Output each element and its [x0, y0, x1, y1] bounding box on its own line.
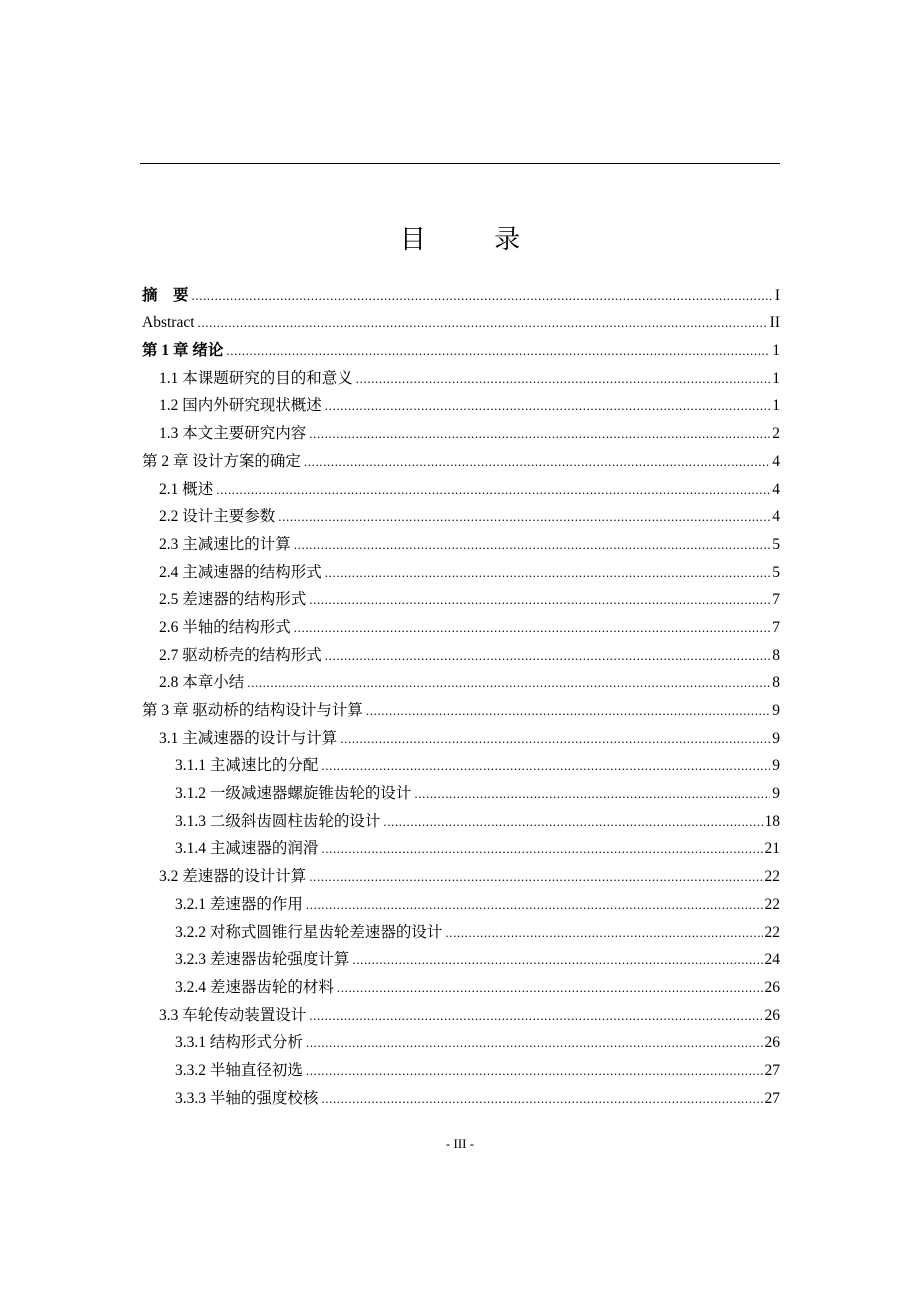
table-of-contents	[142, 279, 780, 1110]
page-number: - III -	[445, 1136, 475, 1151]
toc-entry-label: 第 1 章 绪论	[142, 342, 224, 360]
toc-entry-label: 3.2.3 差速器齿轮强度计算	[175, 951, 350, 969]
dot-leader	[321, 755, 770, 777]
toc-entry[interactable]	[142, 1054, 780, 1082]
header-rule	[140, 163, 780, 164]
toc-entry-page: I	[774, 286, 780, 304]
dot-leader	[306, 1032, 763, 1054]
toc-entry-label: 3.3.2 半轴直径初选	[175, 1061, 303, 1079]
dot-leader	[356, 368, 770, 390]
toc-entry-label: 2.5 差速器的结构形式	[159, 591, 307, 609]
dot-leader	[192, 285, 773, 307]
toc-entry-page: 18	[764, 812, 780, 830]
dot-leader	[325, 645, 770, 667]
toc-entry[interactable]	[142, 860, 780, 888]
toc-entry[interactable]	[142, 445, 780, 473]
dot-leader	[366, 700, 770, 722]
toc-entry-page: 2	[772, 425, 780, 443]
toc-entry[interactable]	[142, 916, 780, 944]
toc-entry-label: 第 2 章 设计方案的确定	[142, 452, 301, 470]
toc-entry-page: 26	[764, 1006, 780, 1024]
toc-entry-page: 5	[772, 535, 780, 553]
toc-entry[interactable]	[142, 999, 780, 1027]
dot-leader	[247, 672, 770, 694]
dot-leader	[325, 395, 770, 417]
toc-entry-label: 3.3 车轮传动装置设计	[159, 1006, 307, 1024]
toc-entry[interactable]	[142, 611, 780, 639]
toc-entry-page: 21	[764, 840, 780, 858]
dot-leader	[294, 617, 770, 639]
toc-entry-label: 3.2.2 对称式圆锥行星齿轮差速器的设计	[175, 923, 443, 941]
toc-entry-label: 1.3 本文主要研究内容	[159, 425, 307, 443]
toc-entry[interactable]	[142, 971, 780, 999]
toc-entry[interactable]	[142, 944, 780, 972]
toc-entry[interactable]	[142, 639, 780, 667]
toc-entry[interactable]	[142, 750, 780, 778]
toc-entry-label: 2.4 主减速器的结构形式	[159, 563, 322, 581]
dot-leader	[198, 312, 768, 334]
toc-entry-page: 4	[772, 508, 780, 526]
toc-entry[interactable]	[142, 334, 780, 362]
toc-entry-page: 5	[772, 563, 780, 581]
toc-entry-page: 1	[772, 397, 780, 415]
toc-entry-page: 9	[772, 702, 780, 719]
dot-leader	[414, 783, 770, 805]
toc-entry-label: 2.3 主减速比的计算	[159, 535, 291, 553]
toc-entry[interactable]	[142, 556, 780, 584]
dot-leader	[309, 423, 770, 445]
toc-entry-label: 1.1 本课题研究的目的和意义	[159, 369, 353, 387]
toc-entry-page: 27	[764, 1089, 780, 1107]
dot-leader	[309, 1005, 762, 1027]
toc-entry-label: 3.2.4 差速器齿轮的材料	[175, 978, 334, 996]
toc-entry-label: 3.1 主减速器的设计与计算	[159, 729, 338, 747]
toc-entry-page: 24	[764, 951, 780, 969]
dot-leader	[340, 728, 770, 750]
dot-leader	[325, 562, 770, 584]
dot-leader	[306, 1060, 763, 1082]
toc-entry-page: 22	[764, 895, 780, 913]
toc-entry[interactable]	[142, 584, 780, 612]
toc-entry-label: 3.1.1 主减速比的分配	[175, 757, 319, 775]
toc-entry[interactable]	[142, 473, 780, 501]
toc-entry-page: II	[769, 314, 780, 332]
toc-entry-page: 4	[772, 452, 780, 470]
dot-leader	[383, 811, 762, 833]
toc-entry[interactable]	[142, 501, 780, 529]
toc-title: 目 录	[399, 225, 551, 255]
toc-entry-label: 2.2 设计主要参数	[159, 508, 276, 526]
toc-entry-label: 第 3 章 驱动桥的结构设计与计算	[142, 702, 363, 719]
toc-entry-page: 9	[772, 729, 780, 747]
dot-leader	[294, 534, 770, 556]
dot-leader	[216, 479, 770, 501]
toc-entry[interactable]	[142, 279, 780, 307]
toc-entry-page: 27	[764, 1061, 780, 1079]
dot-leader	[352, 949, 762, 971]
toc-entry-label: 3.3.1 结构形式分析	[175, 1034, 303, 1052]
toc-entry-page: 1	[772, 369, 780, 387]
toc-entry-page: 26	[764, 978, 780, 996]
toc-entry[interactable]	[142, 307, 780, 335]
toc-entry-label: 3.3.3 半轴的强度校核	[175, 1089, 319, 1107]
toc-entry-label: 2.1 概述	[159, 480, 214, 498]
toc-entry[interactable]	[142, 1082, 780, 1110]
toc-entry-page: 1	[772, 342, 780, 360]
toc-entry-page: 9	[772, 785, 780, 803]
dot-leader	[445, 922, 762, 944]
toc-entry-label: 1.2 国内外研究现状概述	[159, 397, 322, 415]
dot-leader	[278, 506, 770, 528]
toc-entry-label: 3.1.2 一级减速器螺旋锥齿轮的设计	[175, 785, 412, 803]
toc-entry-label: 2.6 半轴的结构形式	[159, 618, 291, 636]
toc-entry[interactable]	[142, 417, 780, 445]
toc-entry-label: Abstract	[142, 314, 195, 332]
toc-entry-label: 3.2 差速器的设计计算	[159, 868, 307, 886]
toc-entry[interactable]	[142, 390, 780, 418]
toc-entry-label: 3.1.3 二级斜齿圆柱齿轮的设计	[175, 812, 381, 830]
toc-entry-label: 2.7 驱动桥壳的结构形式	[159, 646, 322, 664]
toc-entry[interactable]	[142, 667, 780, 695]
toc-entry[interactable]	[142, 777, 780, 805]
dot-leader	[337, 977, 763, 999]
toc-entry[interactable]	[142, 362, 780, 390]
toc-entry-page: 4	[772, 480, 780, 498]
toc-entry-label: 摘 要	[142, 286, 189, 304]
toc-entry[interactable]	[142, 528, 780, 556]
toc-entry-page: 8	[772, 674, 780, 692]
toc-entry[interactable]	[142, 833, 780, 861]
dot-leader	[321, 838, 762, 860]
toc-entry-page: 9	[772, 757, 780, 775]
toc-entry-page: 7	[772, 591, 780, 609]
toc-entry-label: 3.1.4 主减速器的润滑	[175, 840, 319, 858]
toc-entry-page: 22	[764, 923, 780, 941]
dot-leader	[304, 451, 770, 473]
toc-entry-page: 26	[764, 1034, 780, 1052]
dot-leader	[309, 866, 762, 888]
toc-entry-page: 7	[772, 618, 780, 636]
toc-entry[interactable]	[142, 805, 780, 833]
dot-leader	[309, 589, 770, 611]
toc-entry-label: 3.2.1 差速器的作用	[175, 895, 303, 913]
dot-leader	[226, 340, 770, 362]
dot-leader	[306, 894, 763, 916]
toc-entry[interactable]	[142, 694, 780, 722]
dot-leader	[321, 1088, 762, 1110]
toc-entry[interactable]	[142, 1027, 780, 1055]
toc-entry-page: 22	[764, 868, 780, 886]
toc-entry[interactable]	[142, 888, 780, 916]
toc-entry[interactable]	[142, 722, 780, 750]
toc-entry-label: 2.8 本章小结	[159, 674, 245, 692]
toc-entry-page: 8	[772, 646, 780, 664]
